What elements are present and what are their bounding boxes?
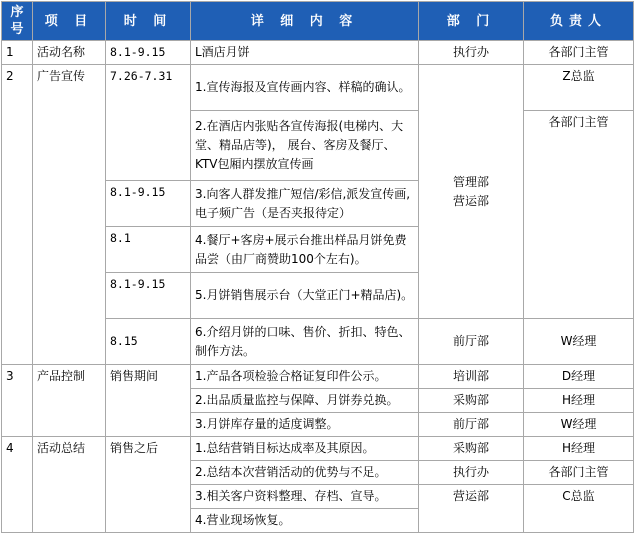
row-dept: 管理部 营运部 [419, 65, 524, 319]
row-dept: 培训部 [419, 365, 524, 389]
row-detail: 2.在酒店内张贴各宣传海报(电梯内、大堂、精品店等)， 展台、客房及餐厅、KTV包厢内摆放宣传画 [191, 111, 419, 181]
row-no: 4 [2, 437, 33, 533]
row-time: 8.1-9.15 [106, 181, 191, 227]
row-time: 8.15 [106, 319, 191, 365]
row-no: 2 [2, 65, 33, 365]
row-no: 1 [2, 41, 33, 65]
header-row [2, 2, 634, 41]
row-time: 销售之后 [106, 437, 191, 533]
header-detail: 详 细 内 容 [191, 2, 419, 41]
row-time: 销售期间 [106, 365, 191, 437]
table-row [2, 65, 634, 111]
row-dept: 前厅部 [419, 413, 524, 437]
row-time: 7.26-7.31 [106, 65, 191, 181]
row-time: 8.1 [106, 227, 191, 273]
header-owner: 负责人 [524, 2, 634, 41]
row-owner: Z总监 [524, 65, 634, 111]
row-detail: 3.月饼库存量的适度调整。 [191, 413, 419, 437]
row-owner: 各部门主管 [524, 461, 634, 485]
row-dept: 营运部 [419, 485, 524, 533]
row-owner: 各部门主管 [524, 41, 634, 65]
row-time: 8.1-9.15 [106, 273, 191, 319]
row-owner: C总监 [524, 485, 634, 533]
row-detail: 6.介绍月饼的口味、售价、折扣、特色、制作方法。 [191, 319, 419, 365]
row-no: 3 [2, 365, 33, 437]
header-dept: 部 门 [419, 2, 524, 41]
row-dept: 采购部 [419, 389, 524, 413]
row-dept: 执行办 [419, 41, 524, 65]
table-row [2, 41, 634, 65]
row-item: 活动总结 [33, 437, 106, 533]
row-detail: 2.出品质量监控与保障、月饼券兑换。 [191, 389, 419, 413]
header-time: 时 间 [106, 2, 191, 41]
row-dept: 前厅部 [419, 319, 524, 365]
row-detail: L酒店月饼 [191, 41, 419, 65]
row-owner: W经理 [524, 413, 634, 437]
activity-plan-table [1, 1, 634, 533]
row-owner: H经理 [524, 389, 634, 413]
row-detail: 2.总结本次营销活动的优势与不足。 [191, 461, 419, 485]
row-detail: 3.向客人群发推广短信/彩信,派发宣传画,电子频广告（是否夹报待定） [191, 181, 419, 227]
row-detail: 1.总结营销目标达成率及其原因。 [191, 437, 419, 461]
header-no: 序 号 [2, 2, 33, 41]
row-dept: 采购部 [419, 437, 524, 461]
row-detail: 1.产品各项检验合格证复印件公示。 [191, 365, 419, 389]
row-dept: 执行办 [419, 461, 524, 485]
row-owner: 各部门主管 [524, 111, 634, 319]
row-owner: H经理 [524, 437, 634, 461]
row-detail: 3.相关客户资料整理、存档、宣导。 [191, 485, 419, 509]
header-item: 项 目 [33, 2, 106, 41]
row-item: 活动名称 [33, 41, 106, 65]
row-detail: 1.宣传海报及宣传画内容、样稿的确认。 [191, 65, 419, 111]
row-time: 8.1-9.15 [106, 41, 191, 65]
row-item: 广告宣传 [33, 65, 106, 365]
row-detail: 4.餐厅+客房+展示台推出样品月饼免费品尝（由厂商赞助100个左右)。 [191, 227, 419, 273]
row-item: 产品控制 [33, 365, 106, 437]
row-detail: 5.月饼销售展示台（大堂正门+精品店)。 [191, 273, 419, 319]
table-row [2, 365, 634, 389]
table-row [2, 437, 634, 461]
row-owner: D经理 [524, 365, 634, 389]
row-detail: 4.营业现场恢复。 [191, 509, 419, 533]
row-owner: W经理 [524, 319, 634, 365]
